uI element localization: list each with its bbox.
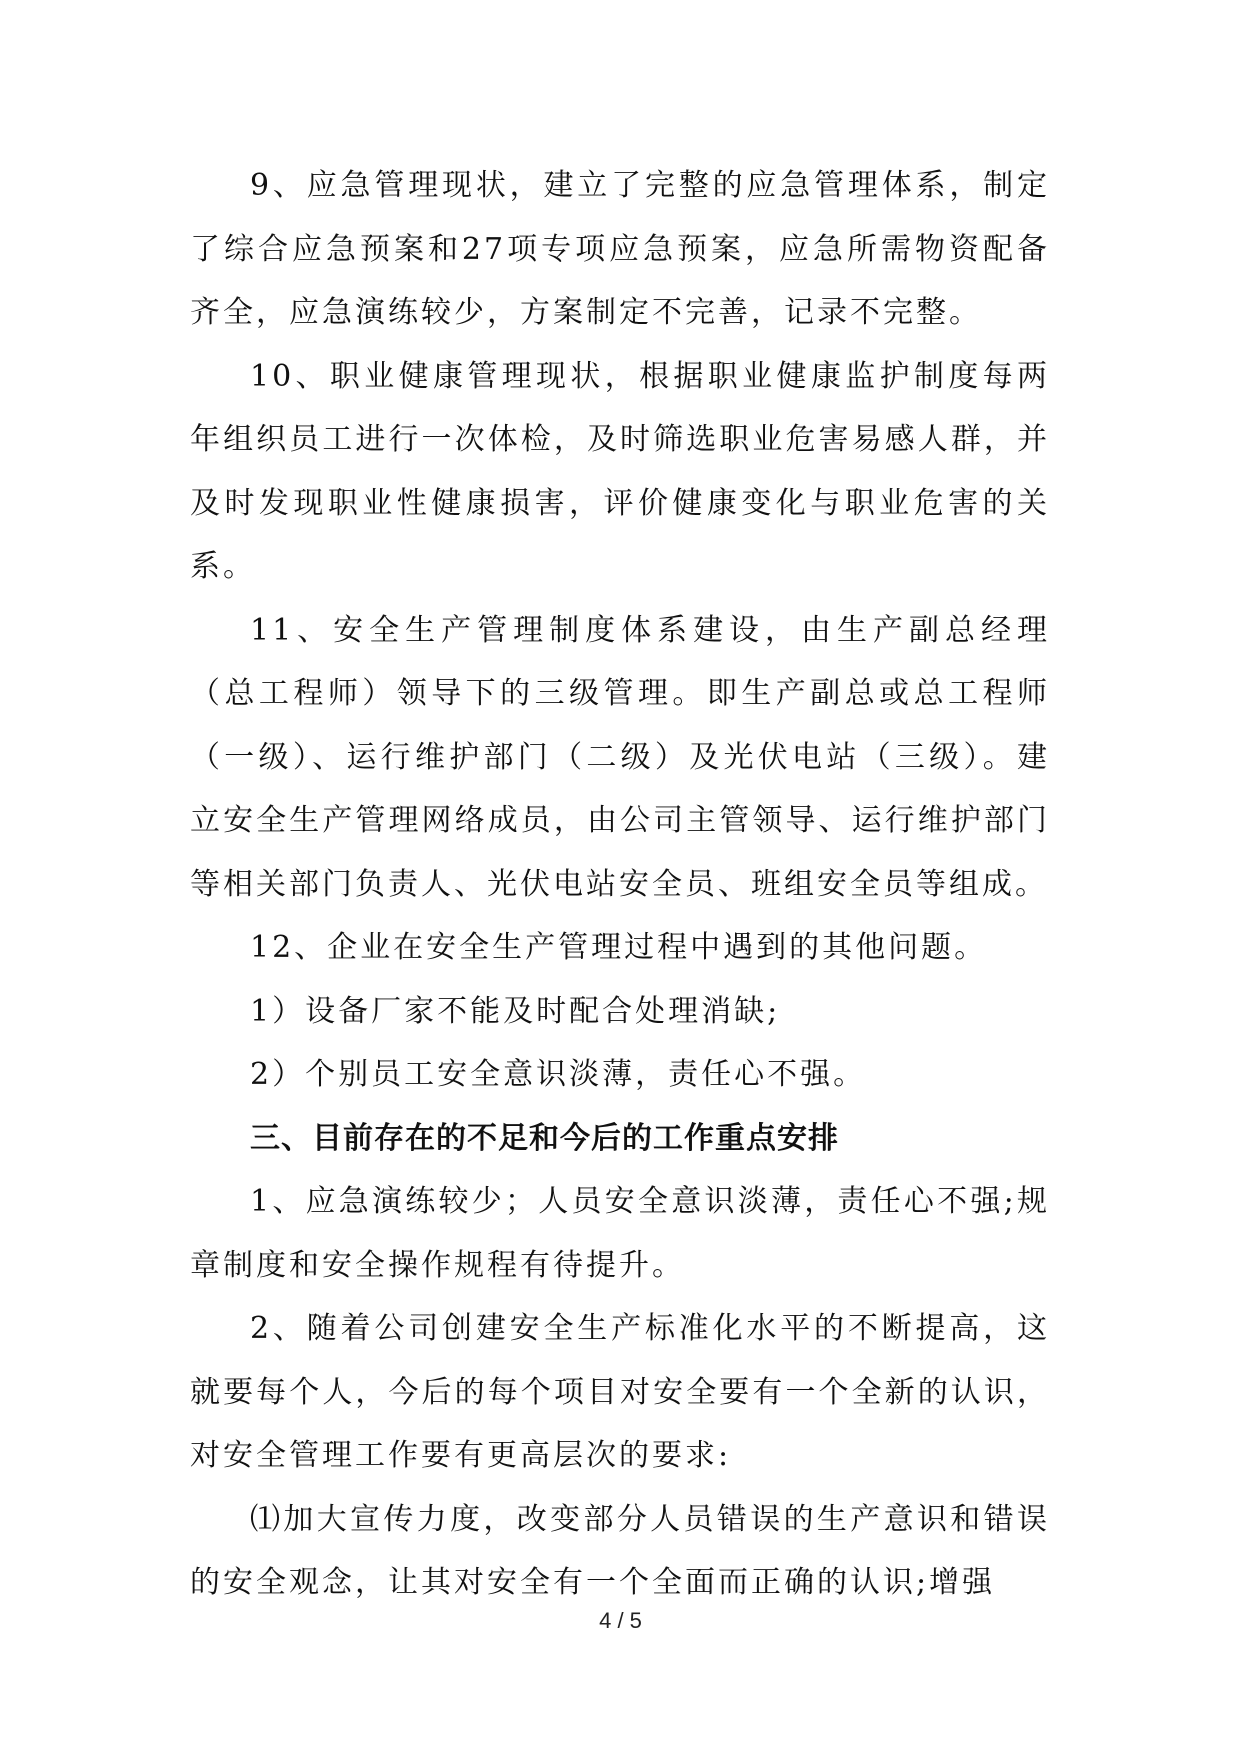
paragraph-shortcomings: 1、应急演练较少；人员安全意识淡薄，责任心不强;规章制度和安全操作规程有待提升。 — [190, 1184, 1050, 1283]
paragraph-safety-system: 11、安全生产管理制度体系建设，由生产副总经理（总工程师）领导下的三级管理。即生产副总或总工程师（一级）、运行维护部门（二级）及光伏电站（三级）。建立安全生产管理网络成员，由公司主管领导、运行维护部门等相关部门负责人、光伏电站安全员、班组安全员等组成。 — [190, 612, 1050, 902]
paragraph-emergency-management: 9、应急管理现状，建立了完整的应急管理体系，制定了综合应急预案和27项专项应急预案，应急所需物资配备齐全，应急演练较少，方案制定不完善，记录不完整。 — [190, 168, 1050, 330]
page-number: 4 / 5 — [599, 1608, 642, 1633]
paragraph-occupational-health: 10、职业健康管理现状，根据职业健康监护制度每两年组织员工进行一次体检，及时筛选职业危害易感人群，并及时发现职业性健康损害，评价健康变化与职业危害的关系。 — [190, 358, 1050, 584]
document-body — [190, 154, 1050, 1615]
paragraph-other-problems: 12、企业在安全生产管理过程中遇到的其他问题。 — [250, 930, 988, 965]
paragraph-publicity: ⑴加大宣传力度，改变部分人员错误的生产意识和错误的安全观念，让其对安全有一个全面而正确的认识;增强 — [190, 1501, 1050, 1600]
list-item-problem-2: 2）个别员工安全意识淡薄，责任心不强。 — [250, 1057, 867, 1092]
section-heading: 三、目前存在的不足和今后的工作重点安排 — [250, 1120, 839, 1156]
list-item-problem-1: 1）设备厂家不能及时配合处理消缺; — [250, 993, 781, 1029]
paragraph-requirements: 2、随着公司创建安全生产标准化水平的不断提高，这就要每个人，今后的每个项目对安全要有一个全新的认识，对安全管理工作要有更高层次的要求: — [190, 1311, 1050, 1473]
